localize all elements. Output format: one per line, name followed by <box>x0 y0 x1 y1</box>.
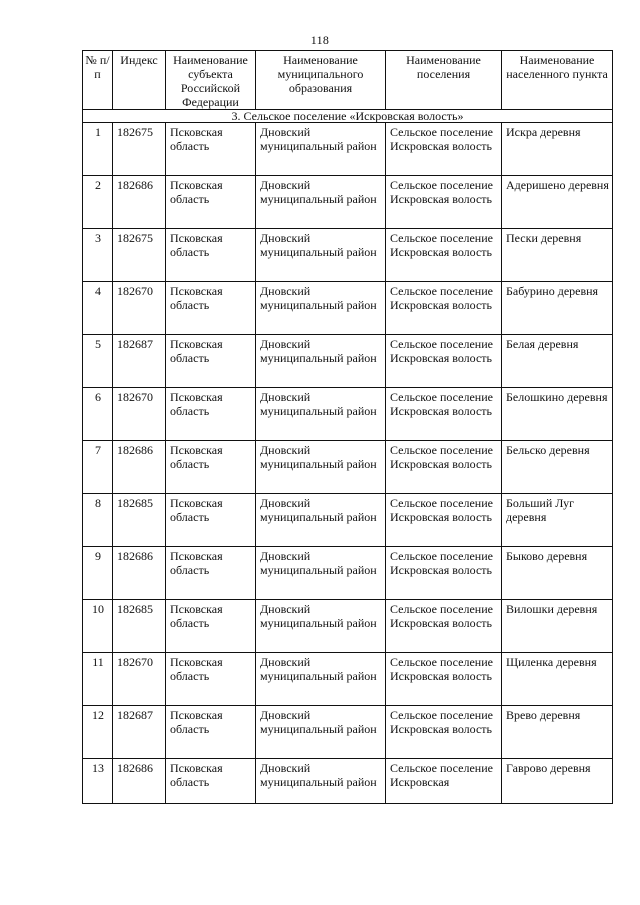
cell-index <box>113 282 166 335</box>
cell-index <box>113 653 166 706</box>
cell-locality-text: Бабурино деревня <box>506 284 599 298</box>
header-subject: Наименование субъекта Российской Федерации <box>166 51 256 110</box>
cell-subject <box>166 441 256 494</box>
cell-locality-text: Быково деревня <box>506 549 588 563</box>
cell-num <box>83 653 113 706</box>
table-row <box>83 706 613 759</box>
cell-locality-text: Щиленка деревня <box>506 655 597 669</box>
cell-municipality-text: Дновский муниципальный район <box>260 602 377 630</box>
cell-num <box>83 494 113 547</box>
cell-index-text: 182670 <box>117 284 153 298</box>
cell-index <box>113 706 166 759</box>
table-row <box>83 653 613 706</box>
cell-municipality <box>256 282 386 335</box>
cell-settlement-text: Сельское поселение Искровская волость <box>390 496 493 524</box>
cell-subject-text: Псковская область <box>170 496 223 524</box>
cell-settlement <box>386 600 502 653</box>
page-number: 118 <box>310 33 330 47</box>
cell-subject-text: Псковская область <box>170 655 223 683</box>
header-row <box>83 51 613 110</box>
cell-index-text: 182675 <box>117 231 153 245</box>
cell-municipality-text: Дновский муниципальный район <box>260 549 377 577</box>
cell-settlement-text: Сельское поселение Искровская волость <box>390 602 493 630</box>
cell-index-text: 182686 <box>117 443 153 457</box>
cell-settlement <box>386 388 502 441</box>
table-header <box>83 51 613 110</box>
cell-settlement <box>386 441 502 494</box>
cell-index <box>113 388 166 441</box>
cell-municipality-text: Дновский муниципальный район <box>260 178 377 206</box>
cell-municipality-text: Дновский муниципальный район <box>260 337 377 365</box>
section-row <box>83 110 613 123</box>
cell-num-text: 11 <box>92 655 104 669</box>
cell-municipality <box>256 335 386 388</box>
cell-num-text: 1 <box>95 125 101 139</box>
cell-settlement <box>386 494 502 547</box>
cell-settlement-text: Сельское поселение Искровская волость <box>390 708 493 736</box>
cell-index <box>113 494 166 547</box>
cell-num-text: 9 <box>95 549 101 563</box>
cell-municipality-text: Дновский муниципальный район <box>260 655 377 683</box>
cell-num-text: 10 <box>92 602 104 616</box>
cell-subject-text: Псковская область <box>170 284 223 312</box>
cell-index <box>113 335 166 388</box>
cell-settlement-text: Сельское поселение Искровская волость <box>390 443 493 471</box>
cell-index <box>113 547 166 600</box>
cell-subject <box>166 335 256 388</box>
cell-locality <box>502 282 613 335</box>
table-row <box>83 176 613 229</box>
cell-subject <box>166 547 256 600</box>
cell-municipality <box>256 176 386 229</box>
cell-num <box>83 441 113 494</box>
cell-subject <box>166 759 256 804</box>
cell-settlement-text: Сельское поселение Искровская <box>390 761 493 789</box>
cell-index-text: 182675 <box>117 125 153 139</box>
cell-num <box>83 706 113 759</box>
cell-subject-text: Псковская область <box>170 443 223 471</box>
cell-locality <box>502 600 613 653</box>
table-row <box>83 282 613 335</box>
cell-municipality <box>256 494 386 547</box>
cell-settlement-text: Сельское поселение Искровская волость <box>390 125 493 153</box>
cell-locality-text: Врево деревня <box>506 708 581 722</box>
cell-settlement <box>386 282 502 335</box>
cell-locality-text: Бельско деревня <box>506 443 590 457</box>
section-title: 3. Сельское поселение «Искровская волость» <box>83 110 613 123</box>
header-settlement: Наименование поселения <box>386 51 502 110</box>
cell-subject-text: Псковская область <box>170 761 223 789</box>
cell-index <box>113 123 166 176</box>
cell-num <box>83 547 113 600</box>
cell-municipality <box>256 547 386 600</box>
cell-num-text: 5 <box>95 337 101 351</box>
cell-settlement <box>386 176 502 229</box>
cell-locality-text: Искра деревня <box>506 125 581 139</box>
table-row <box>83 547 613 600</box>
cell-num <box>83 759 113 804</box>
table-row <box>83 388 613 441</box>
cell-settlement <box>386 123 502 176</box>
cell-index-text: 182687 <box>117 708 153 722</box>
cell-municipality-text: Дновский муниципальный район <box>260 125 377 153</box>
cell-settlement-text: Сельское поселение Искровская волость <box>390 655 493 683</box>
cell-locality <box>502 653 613 706</box>
cell-index-text: 182670 <box>117 655 153 669</box>
cell-locality <box>502 388 613 441</box>
cell-index-text: 182685 <box>117 602 153 616</box>
cell-locality-text: Пески деревня <box>506 231 582 245</box>
cell-num-text: 4 <box>95 284 101 298</box>
header-locality: Наименование населенного пункта <box>502 51 613 110</box>
cell-subject-text: Псковская область <box>170 602 223 630</box>
cell-settlement <box>386 706 502 759</box>
cell-locality <box>502 547 613 600</box>
cell-locality-text: Вилошки деревня <box>506 602 598 616</box>
cell-num <box>83 176 113 229</box>
cell-subject-text: Псковская область <box>170 337 223 365</box>
table-row <box>83 759 613 804</box>
cell-subject-text: Псковская область <box>170 390 223 418</box>
cell-subject <box>166 176 256 229</box>
cell-index <box>113 759 166 804</box>
cell-index <box>113 229 166 282</box>
cell-locality-text: Белая деревня <box>506 337 579 351</box>
cell-num-text: 3 <box>95 231 101 245</box>
table-row <box>83 600 613 653</box>
cell-locality-text: Белошкино деревня <box>506 390 608 404</box>
cell-index-text: 182686 <box>117 549 153 563</box>
cell-num-text: 8 <box>95 496 101 510</box>
cell-subject-text: Псковская область <box>170 549 223 577</box>
cell-municipality-text: Дновский муниципальный район <box>260 231 377 259</box>
header-num: № п/п <box>83 51 113 110</box>
cell-index-text: 182686 <box>117 178 153 192</box>
cell-locality <box>502 176 613 229</box>
cell-num <box>83 335 113 388</box>
cell-settlement-text: Сельское поселение Искровская волость <box>390 178 493 206</box>
cell-locality <box>502 123 613 176</box>
cell-settlement-text: Сельское поселение Искровская волость <box>390 549 493 577</box>
cell-subject-text: Псковская область <box>170 178 223 206</box>
cell-municipality <box>256 759 386 804</box>
cell-num <box>83 229 113 282</box>
cell-municipality <box>256 123 386 176</box>
cell-subject <box>166 123 256 176</box>
table-row <box>83 494 613 547</box>
cell-subject <box>166 388 256 441</box>
cell-subject-text: Псковская область <box>170 708 223 736</box>
cell-num-text: 6 <box>95 390 101 404</box>
cell-subject-text: Псковская область <box>170 231 223 259</box>
cell-municipality-text: Дновский муниципальный район <box>260 284 377 312</box>
cell-municipality <box>256 388 386 441</box>
cell-subject <box>166 494 256 547</box>
cell-settlement-text: Сельское поселение Искровская волость <box>390 337 493 365</box>
cell-settlement <box>386 335 502 388</box>
cell-num-text: 12 <box>92 708 104 722</box>
cell-num <box>83 282 113 335</box>
cell-locality-text: Гаврово деревня <box>506 761 591 775</box>
cell-municipality-text: Дновский муниципальный район <box>260 708 377 736</box>
cell-num <box>83 123 113 176</box>
cell-num <box>83 600 113 653</box>
cell-municipality-text: Дновский муниципальный район <box>260 761 377 789</box>
cell-settlement <box>386 653 502 706</box>
cell-municipality-text: Дновский муниципальный район <box>260 496 377 524</box>
cell-settlement <box>386 229 502 282</box>
table-body <box>83 110 613 804</box>
cell-num-text: 7 <box>95 443 101 457</box>
cell-locality <box>502 759 613 804</box>
table-row <box>83 441 613 494</box>
header-index: Индекс <box>113 51 166 110</box>
cell-num-text: 2 <box>95 178 101 192</box>
cell-subject-text: Псковская область <box>170 125 223 153</box>
header-municipality: Наименование муниципального образования <box>256 51 386 110</box>
cell-locality <box>502 441 613 494</box>
cell-subject <box>166 600 256 653</box>
cell-settlement-text: Сельское поселение Искровская волость <box>390 231 493 259</box>
table-row <box>83 335 613 388</box>
cell-index-text: 182685 <box>117 496 153 510</box>
cell-settlement-text: Сельское поселение Искровская волость <box>390 390 493 418</box>
cell-subject <box>166 653 256 706</box>
cell-municipality-text: Дновский муниципальный район <box>260 390 377 418</box>
cell-settlement-text: Сельское поселение Искровская волость <box>390 284 493 312</box>
cell-num-text: 13 <box>92 761 104 775</box>
table-row <box>83 229 613 282</box>
cell-locality <box>502 706 613 759</box>
cell-index <box>113 176 166 229</box>
cell-index-text: 182686 <box>117 761 153 775</box>
cell-subject <box>166 229 256 282</box>
cell-locality-text: Больший Луг деревня <box>506 496 575 524</box>
cell-subject <box>166 706 256 759</box>
cell-municipality <box>256 653 386 706</box>
cell-settlement <box>386 547 502 600</box>
cell-municipality <box>256 229 386 282</box>
cell-num <box>83 388 113 441</box>
cell-municipality <box>256 441 386 494</box>
cell-index <box>113 441 166 494</box>
cell-municipality <box>256 600 386 653</box>
cell-municipality <box>256 706 386 759</box>
localities-table <box>82 50 613 804</box>
cell-locality <box>502 229 613 282</box>
cell-locality <box>502 335 613 388</box>
table-row <box>83 123 613 176</box>
cell-settlement <box>386 759 502 804</box>
cell-index <box>113 600 166 653</box>
cell-municipality-text: Дновский муниципальный район <box>260 443 377 471</box>
cell-locality-text: Адеришено деревня <box>506 178 609 192</box>
cell-index-text: 182670 <box>117 390 153 404</box>
cell-locality <box>502 494 613 547</box>
cell-subject <box>166 282 256 335</box>
cell-index-text: 182687 <box>117 337 153 351</box>
